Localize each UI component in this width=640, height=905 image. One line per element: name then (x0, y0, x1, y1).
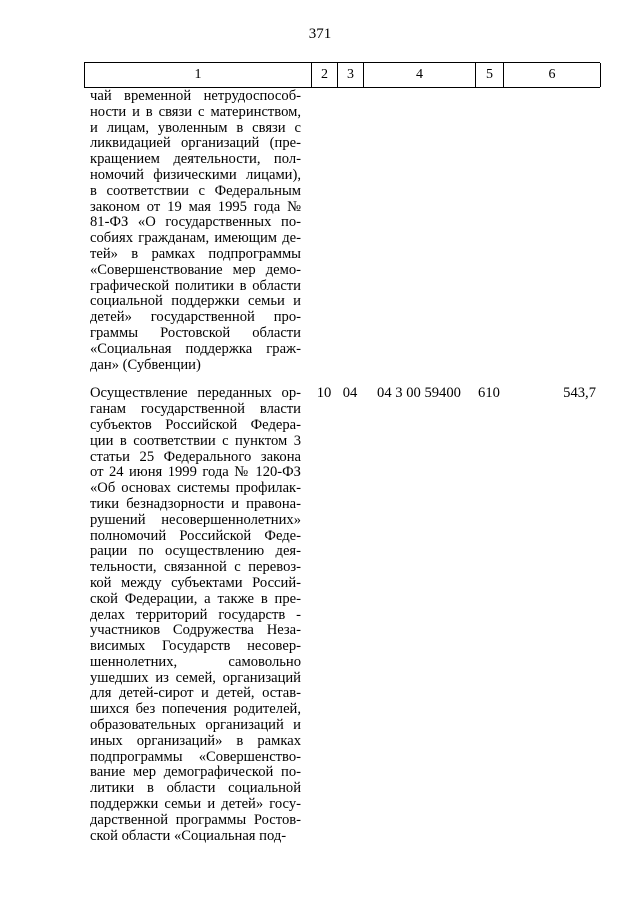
row-description (84, 386, 311, 844)
section-code (311, 89, 337, 373)
header-col-2: 2 (312, 63, 338, 87)
description-line: законом от 19 мая 1995 года № (90, 198, 301, 215)
table-header-row (84, 62, 600, 88)
description-line: Осуществление переданных ор- (90, 385, 301, 402)
description-line: кой между субъектами Россий- (90, 574, 301, 591)
description-line: ности и в связи с материнством, (90, 103, 301, 120)
target-article-code (363, 89, 475, 373)
description-line: детей» государственной про- (90, 309, 301, 326)
description-line: полномочий Российской Феде- (90, 527, 301, 544)
description-line: от 24 июня 1999 года № 120-ФЗ (90, 464, 301, 481)
description-line: «Социальная поддержка граж- (90, 340, 301, 357)
description-line: статьи 25 Федерального закона (90, 448, 301, 465)
description-line: номочий физическими лицами), (90, 166, 301, 183)
description-line: и лицам, уволенным в связи с (90, 119, 301, 136)
description-line: ликвидацией организаций (пре- (90, 135, 301, 152)
description-line: собиях гражданам, имеющим де- (90, 230, 301, 247)
description-line: ции в соответствии с пунктом 3 (90, 432, 301, 449)
description-line: «Совершенствование мер демо- (90, 261, 301, 278)
description-line: тельности, связанной с перевоз- (90, 559, 301, 576)
description-line: литики в области социальной (90, 780, 301, 797)
description-line: висимых Государств несовер- (90, 638, 301, 655)
description-line: субъектов Российской Федера- (90, 416, 301, 433)
description-line: образовательных организаций и (90, 717, 301, 734)
description-line: делах территорий государств - (90, 606, 301, 623)
header-col-3: 3 (338, 63, 364, 87)
description-line: дарственной программы Ростов- (90, 811, 301, 828)
description-line: подпрограммы «Совершенство- (90, 748, 301, 765)
row-description (84, 89, 311, 373)
description-line: ушедших из семей, организаций (90, 669, 301, 686)
header-col-5: 5 (476, 63, 504, 87)
description-line: для детей-сирот и детей, остав- (90, 685, 301, 702)
subsection-code (337, 89, 363, 373)
description-line: вание мер демографической по- (90, 764, 301, 781)
page-number: 371 (308, 26, 332, 42)
header-col-6: 6 (504, 63, 601, 87)
description-line: тики безнадзорности и правона- (90, 495, 301, 512)
description-line: рации по осуществлению дея- (90, 543, 301, 560)
description-line: дан» (Субвенции) (90, 356, 201, 373)
amount (503, 89, 600, 373)
section-code: 10 (316, 385, 332, 402)
description-line: графической политики в области (90, 277, 301, 294)
expense-type-code (475, 89, 503, 373)
description-line: «Об основах системы профилак- (90, 480, 301, 497)
description-line: в соответствии с Федеральным (90, 182, 301, 199)
description-line: иных организаций» в рамках (90, 732, 301, 749)
header-col-1: 1 (85, 63, 312, 87)
description-line: шеннолетних, самовольно (90, 653, 301, 670)
description-line: поддержки семьи и детей» госу- (90, 796, 301, 813)
amount: 543,7 (563, 385, 596, 402)
description-line: ской области «Социальная под- (90, 827, 287, 844)
description-line: ской Федерации, а также в пре- (90, 590, 301, 607)
table-row (84, 88, 600, 373)
description-line: 81-ФЗ «О государственных по- (90, 214, 301, 231)
description-line: социальной поддержки семьи и (90, 293, 301, 310)
budget-table (84, 62, 600, 844)
target-article-code: 04 3 00 59400 (377, 385, 461, 402)
description-line: участников Содружества Неза- (90, 622, 301, 639)
description-line: ганам государственной власти (90, 401, 301, 418)
description-line: чай временной нетрудоспособ- (90, 88, 301, 104)
description-line: кращением деятельности, пол- (90, 151, 301, 168)
table-row (84, 386, 600, 844)
expense-type-code: 610 (478, 385, 500, 402)
description-line: тей» в рамках подпрограммы (90, 245, 301, 262)
header-col-4: 4 (364, 63, 476, 87)
description-line: шихся без попечения родителей, (90, 701, 301, 718)
description-line: рушений несовершеннолетних» (90, 511, 301, 528)
subsection-code: 04 (342, 385, 358, 402)
description-line: граммы Ростовской области (90, 324, 301, 341)
